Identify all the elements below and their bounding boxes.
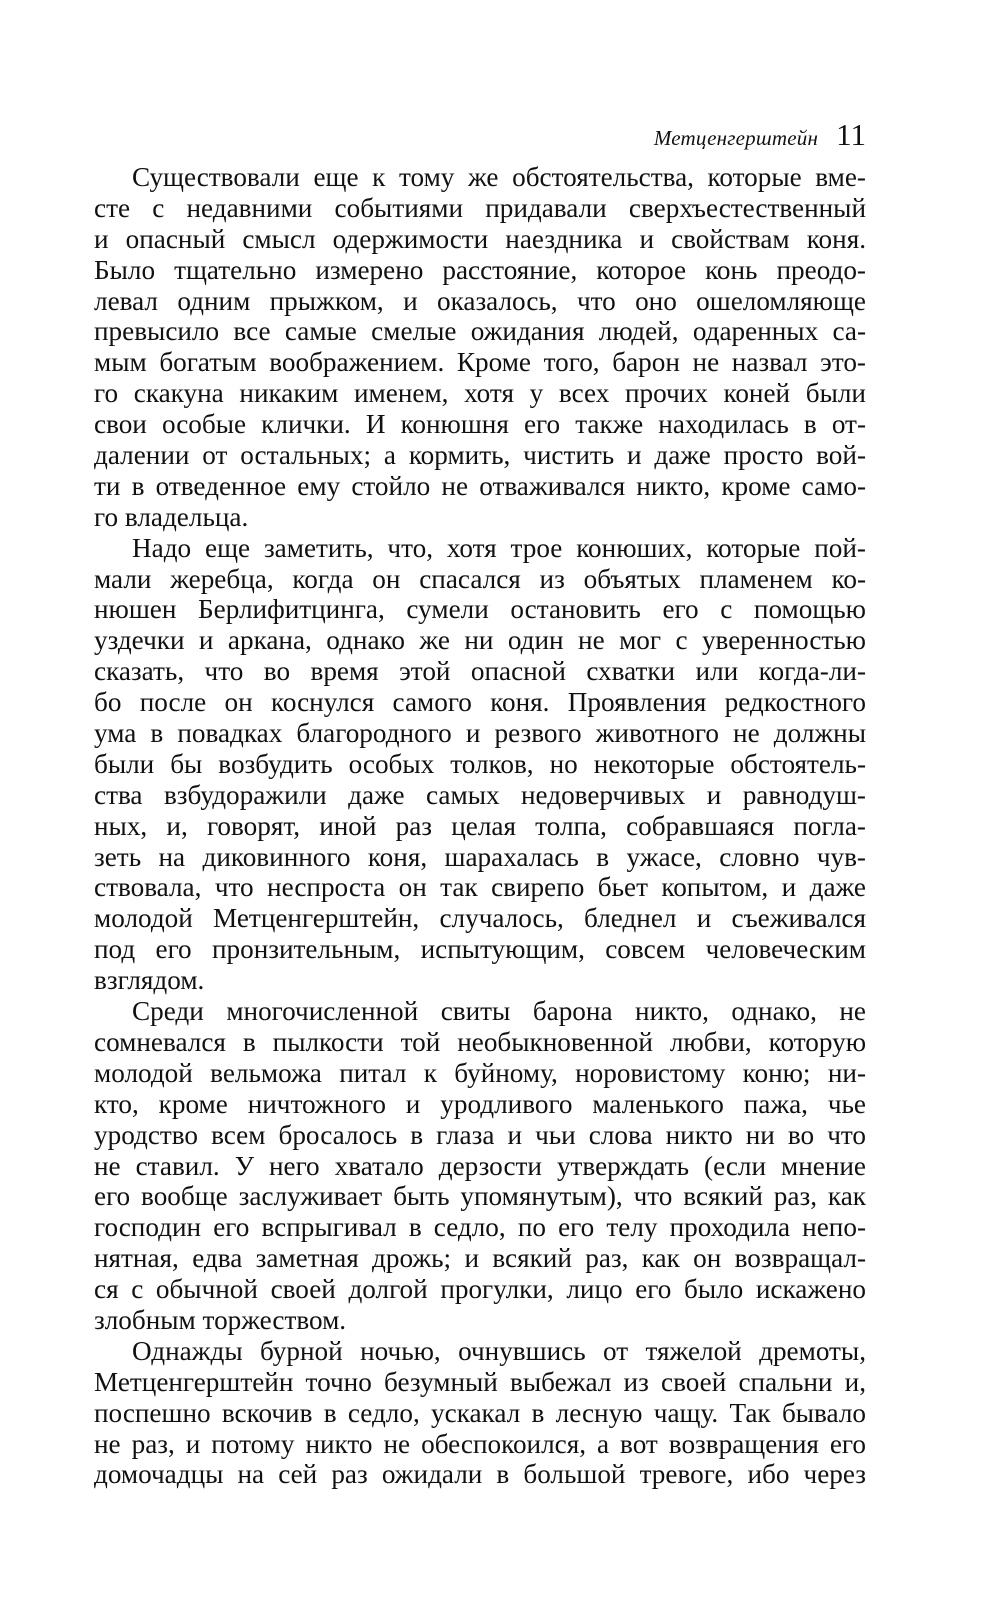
text-line: го владельца.: [94, 501, 249, 532]
paragraph: [94, 533, 866, 996]
text-line: уздечки и аркана, однако же ни один не мог с уверенностью: [94, 625, 866, 656]
text-line: Среди многочисленной свиты барона никто, однако, не: [132, 996, 866, 1027]
text-line: не ставил. У него хватало дерзости утверждать (если мнение: [94, 1150, 866, 1181]
paragraph: [94, 996, 866, 1336]
text-line: ства взбудоражили даже самых недоверчивых и равнодуш-: [94, 779, 866, 810]
text-line: Однажды бурной ночью, очнувшись от тяжелой дремоты,: [132, 1335, 866, 1366]
text-line: и опасный смысл одержимости наездника и свойствам коня.: [94, 223, 866, 254]
text-line: сомневался в пылкости той необыкновенной любви, которую: [94, 1026, 866, 1057]
text-line: мали жеребца, когда он спасался из объятых пламенем ко-: [94, 563, 866, 594]
text-line: бо после он коснулся самого коня. Проявления редкостного: [94, 687, 866, 718]
text-line: Существовали еще к тому же обстоятельства, которые вме-: [132, 162, 866, 192]
text-line: нюшен Берлифитцинга, сумели остановить его с помощью: [94, 594, 866, 625]
text-line: домочадцы на сей раз ожидали в большой тревоге, ибо через: [94, 1459, 866, 1490]
running-title: Метценгерштейн: [653, 126, 819, 150]
page-number: 11: [836, 117, 866, 152]
text-line: молодой вельможа питал к буйному, норовистому коню; ни-: [94, 1057, 866, 1088]
text-line: далении от остальных; а кормить, чистить и даже просто вой-: [94, 440, 866, 471]
paragraph: [94, 1336, 866, 1490]
text-line: господин его вспрыгивал в седло, по его телу проходила непо-: [94, 1212, 866, 1243]
text-line: его вообще заслуживает быть упомянутым), что всякий раз, как: [94, 1181, 866, 1212]
text-line: под его пронзительным, испытующим, совсем человеческим: [94, 934, 866, 965]
text-line: нятная, едва заметная дрожь; и всякий раз, как он возвращал-: [94, 1243, 866, 1274]
text-line: свои особые клички. И конюшня его также находилась в от-: [94, 409, 866, 440]
text-line: левал одним прыжком, и оказалось, что оно ошеломляюще: [94, 285, 866, 316]
text-line: зеть на диковинного коня, шарахалась в ужасе, словно чув-: [94, 841, 866, 872]
paragraph: [94, 162, 866, 533]
text-line: ных, и, говорят, иной раз целая толпа, собравшаяся погла-: [94, 810, 866, 841]
text-line: не раз, и потому никто не обеспокоился, а вот возвращения его: [94, 1428, 866, 1459]
body-text: [94, 162, 866, 1490]
text-line: уродство всем бросалось в глаза и чьи слова никто ни во что: [94, 1119, 866, 1150]
text-line: кто, кроме ничтожного и уродливого маленького пажа, чье: [94, 1088, 866, 1119]
text-line: сказать, что во время этой опасной схватки или когда-ли-: [94, 656, 866, 687]
text-line: Метценгерштейн точно безумный выбежал из своей спальни и,: [94, 1366, 866, 1397]
text-line: поспешно вскочив в седло, ускакал в лесную чащу. Так бывало: [94, 1397, 866, 1428]
text-line: го скакуна никаким именем, хотя у всех прочих коней были: [94, 378, 866, 409]
text-line: злобным торжеством.: [94, 1304, 347, 1335]
text-line: ти в отведенное ему стойло не отваживался никто, кроме само-: [94, 470, 866, 501]
text-line: взглядом.: [94, 965, 205, 996]
text-line: ся с обычной своей долгой прогулки, лицо его было искажено: [94, 1274, 866, 1305]
running-head: [94, 110, 866, 160]
text-line: молодой Метценгерштейн, случалось, бледнел и съеживался: [94, 903, 866, 934]
text-line: были бы возбудить особых толков, но некоторые обстоятель-: [94, 748, 866, 779]
book-page: [94, 110, 866, 1490]
text-line: Надо еще заметить, что, хотя трое конюших, которые пой-: [132, 532, 866, 563]
text-line: ствовала, что неспроста он так свирепо бьет копытом, и даже: [94, 872, 866, 903]
text-line: Было тщательно измерено расстояние, которое конь преодо-: [94, 254, 866, 285]
text-line: мым богатым воображением. Кроме того, барон не назвал это-: [94, 347, 866, 378]
text-line: ума в повадках благородного и резвого животного не должны: [94, 718, 866, 749]
text-line: сте с недавними событиями придавали сверхъестественный: [94, 192, 866, 223]
text-line: превысило все самые смелые ожидания людей, одаренных са-: [94, 316, 866, 347]
